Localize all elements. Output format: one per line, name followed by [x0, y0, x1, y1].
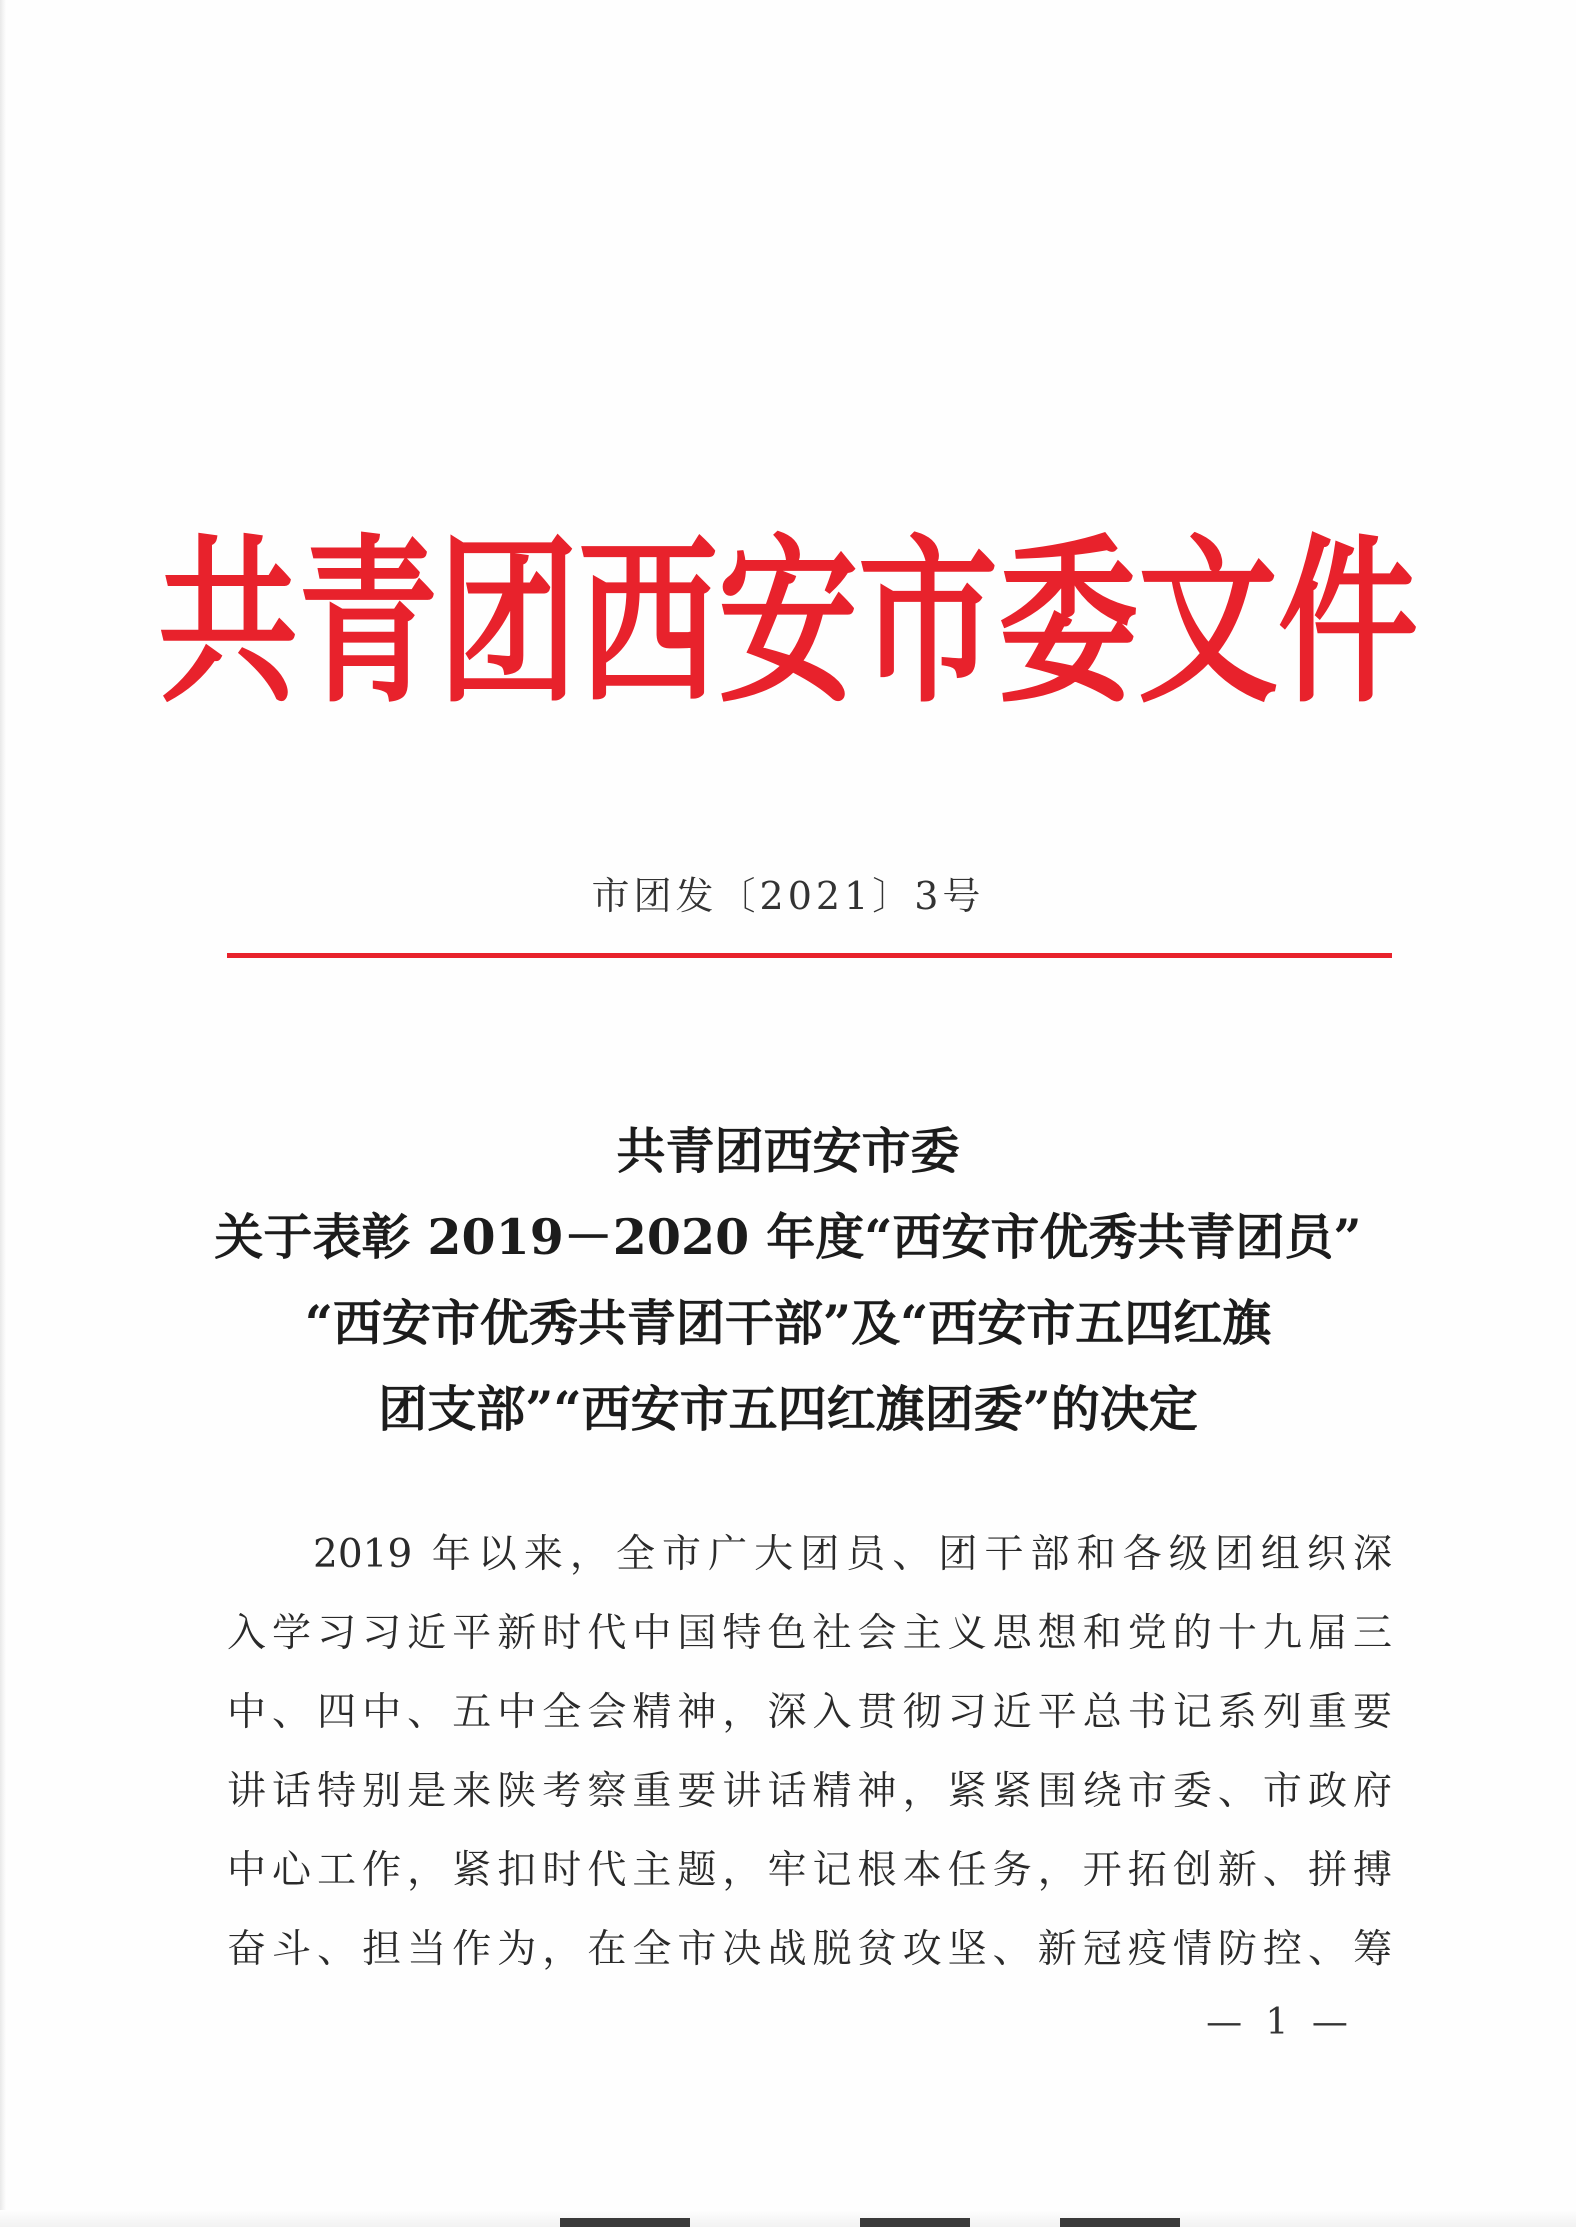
title-line-1: 共青团西安市委: [616, 1122, 960, 1180]
document-title: [0, 1108, 1576, 1452]
page-number: — 1 —: [1206, 2002, 1354, 2043]
scan-artifact-mark: [560, 2218, 690, 2227]
body-line: 中、四中、五中全会精神，深入贯彻习近平总书记系列重要: [227, 1690, 1392, 1735]
scan-artifact-mark: [1060, 2218, 1180, 2227]
issuer-mark-header: 共青团西安市委文件: [157, 519, 1418, 729]
document-number: 市团发〔2021〕3号: [591, 874, 985, 918]
body-line: 2019 年以来，全市广大团员、团干部和各级团组织深: [313, 1532, 1392, 1577]
title-line-4: 团支部”“西安市五四红旗团委”的决定: [378, 1380, 1198, 1438]
body-line: 中心工作，紧扣时代主题，牢记根本任务，开拓创新、拼搏: [227, 1848, 1392, 1893]
title-line-3: “西安市优秀共青团干部”及“西安市五四红旗: [304, 1294, 1272, 1352]
title-line-2: 关于表彰 2019－2020 年度“西安市优秀共青团员”: [214, 1208, 1362, 1266]
red-divider-line: [227, 953, 1392, 958]
body-line: 奋斗、担当作为，在全市决战脱贫攻坚、新冠疫情防控、筹: [227, 1927, 1392, 1972]
body-line: 入学习习近平新时代中国特色社会主义思想和党的十九届三: [227, 1611, 1392, 1656]
scan-artifact-mark: [860, 2218, 970, 2227]
body-line: 讲话特别是来陕考察重要讲话精神，紧紧围绕市委、市政府: [227, 1769, 1392, 1814]
scan-edge-bottom: [0, 2210, 1576, 2227]
body-paragraph: [227, 1515, 1392, 1989]
